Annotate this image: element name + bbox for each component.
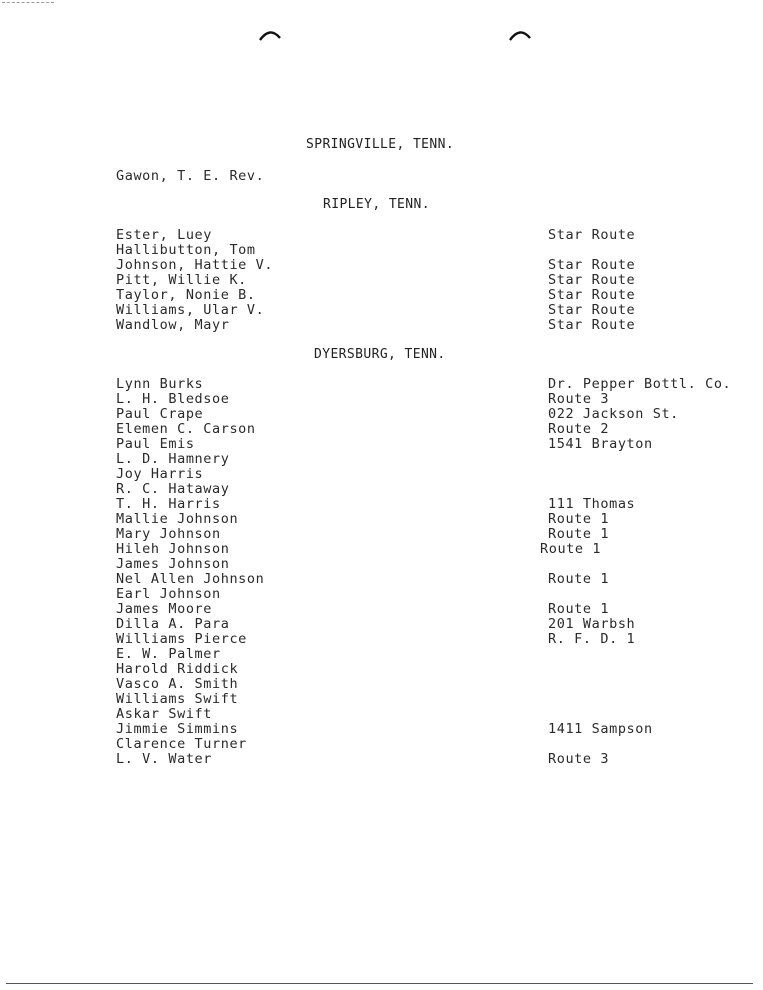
- list-item: Williams Pierce: [116, 631, 247, 647]
- list-item: Mary Johnson: [116, 526, 221, 542]
- list-item: Hallibutton, Tom: [116, 242, 256, 258]
- list-item: Star Route: [548, 227, 636, 243]
- list-item: [548, 452, 731, 467]
- list-item: [548, 557, 731, 572]
- list-item: James Moore: [116, 601, 213, 617]
- list-item: Route 2: [548, 421, 610, 437]
- list-item: Harold Riddick: [116, 661, 239, 677]
- list-item: Vasco A. Smith: [116, 676, 239, 692]
- punch-hole-right-icon: [508, 28, 532, 42]
- list-item: Johnson, Hattie V.: [116, 257, 274, 273]
- list-item: Route 3: [548, 391, 610, 407]
- list-item: Route 1: [548, 601, 610, 617]
- list-item: [548, 662, 731, 677]
- ripley-names-list: [116, 228, 273, 333]
- list-item: Route 1: [540, 541, 602, 557]
- ripley-addresses-list: [548, 228, 635, 333]
- list-item: Route 1: [548, 511, 610, 527]
- list-item: Star Route: [548, 302, 636, 318]
- list-item: 022 Jackson St.: [548, 406, 679, 422]
- list-item: Star Route: [548, 272, 636, 288]
- heading-dyersburg: DYERSBURG, TENN.: [314, 347, 446, 362]
- dyersburg-addresses-list: [540, 376, 732, 767]
- list-item: T. H. Harris: [116, 496, 221, 512]
- list-item: R. C. Hataway: [116, 481, 230, 497]
- list-item: Dilla A. Para: [116, 616, 230, 632]
- list-item: [548, 243, 635, 258]
- scan-corner-mark: [2, 2, 54, 3]
- dyersburg-names-list: [116, 377, 264, 767]
- list-item: [548, 737, 731, 752]
- list-item: Ester, Luey: [116, 227, 213, 243]
- springville-name: Gawon, T. E. Rev.: [116, 168, 265, 184]
- list-item: Paul Crape: [116, 406, 204, 422]
- list-item: Route 1: [548, 526, 610, 542]
- list-item: [548, 677, 731, 692]
- list-item: Wandlow, Mayr: [116, 317, 230, 333]
- list-item: Star Route: [548, 257, 636, 273]
- list-item: Williams, Ular V.: [116, 302, 265, 318]
- list-item: L. D. Hamnery: [116, 451, 230, 467]
- list-item: Route 1: [548, 571, 610, 587]
- list-item: [548, 587, 731, 602]
- list-item: Askar Swift: [116, 706, 213, 722]
- scan-bottom-edge: [6, 983, 753, 984]
- list-item: L. V. Water: [116, 751, 213, 767]
- list-item: Route 3: [548, 751, 610, 767]
- list-item: Earl Johnson: [116, 586, 221, 602]
- list-item: 111 Thomas: [548, 496, 636, 512]
- list-item: Jimmie Simmins: [116, 721, 239, 737]
- punch-hole-left-icon: [258, 28, 282, 42]
- list-item: Elemen C. Carson: [116, 421, 256, 437]
- list-item: Dr. Pepper Bottl. Co.: [548, 376, 732, 392]
- list-item: L. H. Bledsoe: [116, 391, 230, 407]
- heading-ripley: RIPLEY, TENN.: [323, 197, 430, 212]
- list-item: [548, 692, 731, 707]
- list-item: [548, 482, 731, 497]
- list-item: Pitt, Willie K.: [116, 272, 247, 288]
- list-item: 201 Warbsh: [548, 616, 636, 632]
- list-item: Williams Swift: [116, 691, 239, 707]
- list-item: E. W. Palmer: [116, 646, 221, 662]
- heading-springville: SPRINGVILLE, TENN.: [306, 137, 455, 152]
- list-item: Nel Allen Johnson: [116, 571, 265, 587]
- list-item: [548, 467, 731, 482]
- list-item: 1541 Brayton: [548, 436, 653, 452]
- list-item: [548, 647, 731, 662]
- list-item: Joy Harris: [116, 466, 204, 482]
- list-item: 1411 Sampson: [548, 721, 653, 737]
- list-item: Clarence Turner: [116, 736, 247, 752]
- list-item: Taylor, Nonie B.: [116, 287, 256, 303]
- list-item: Star Route: [548, 317, 636, 333]
- list-item: James Johnson: [116, 556, 230, 572]
- list-item: [548, 707, 731, 722]
- list-item: Hileh Johnson: [116, 541, 230, 557]
- list-item: Mallie Johnson: [116, 511, 239, 527]
- list-item: Paul Emis: [116, 436, 195, 452]
- list-item: R. F. D. 1: [548, 631, 636, 647]
- list-item: Lynn Burks: [116, 376, 204, 392]
- list-item: Star Route: [548, 287, 636, 303]
